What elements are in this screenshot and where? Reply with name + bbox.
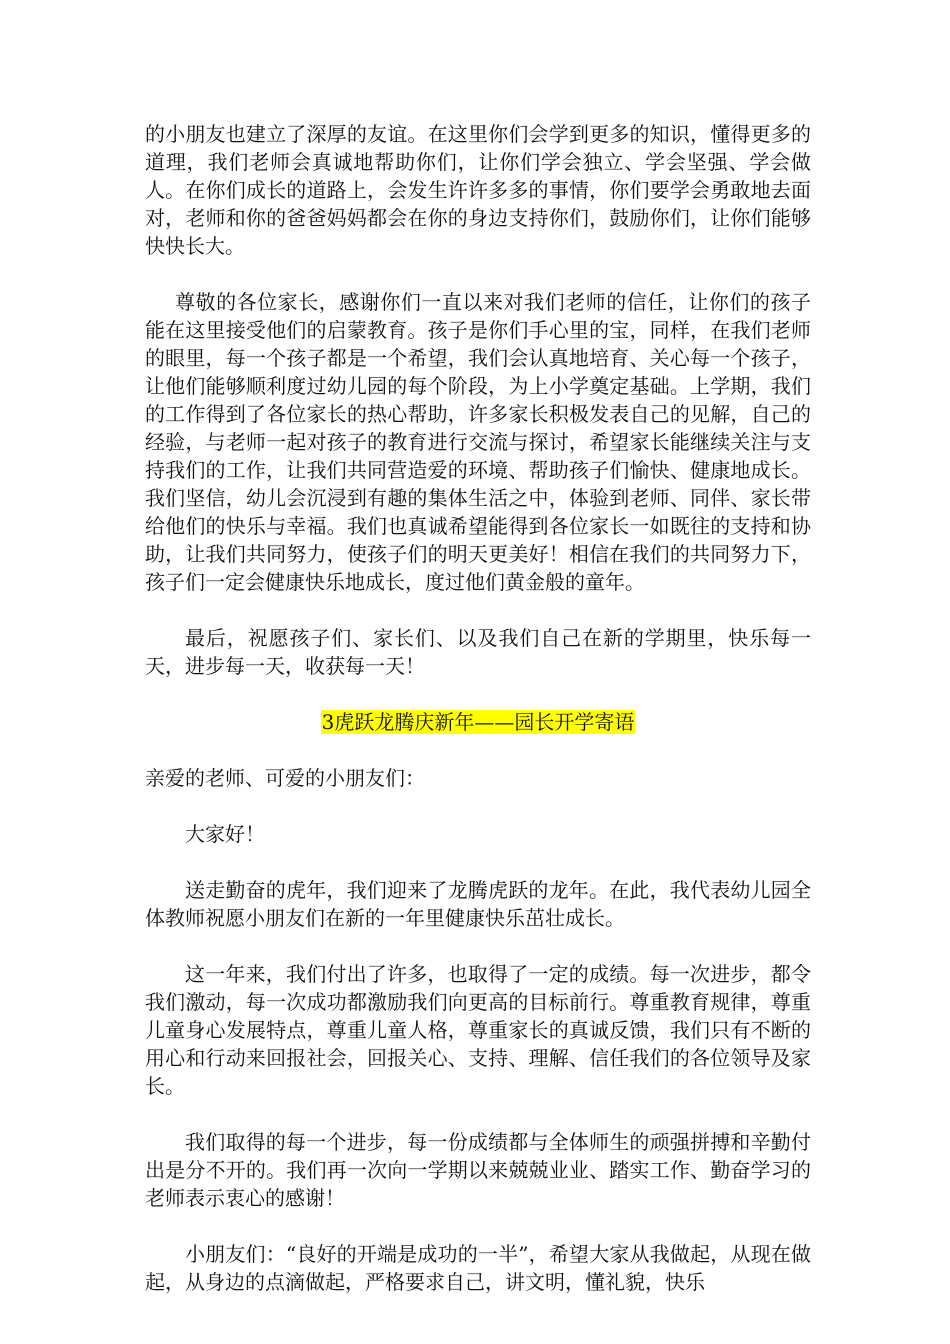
salutation: 亲爱的老师、可爱的小朋友们： bbox=[145, 766, 425, 790]
paragraph-children-advice: 小朋友们：“良好的开端是成功的一半”，希望大家从我做起，从现在做起，从身边的点滴做起，严格要求自己，讲文明，懂礼貌，快乐 bbox=[145, 1242, 811, 1294]
paragraph-closing-wishes: 最后，祝愿孩子们、家长们、以及我们自己在新的学期里，快乐每一天，进步每一天，收获每一天！ bbox=[145, 626, 811, 678]
paragraph-children-friendship: 的小朋友也建立了深厚的友谊。在这里你们会学到更多的知识，懂得更多的道理，我们老师会真诚地帮助你们，让你们学会独立、学会坚强、学会做人。在你们成长的道路上，会发生许许多多的事情，你们要学会勇敢地去面对，老师和你的爸爸妈妈都会在你的身边支持你们，鼓励你们，让你们能够快快长大。 bbox=[145, 122, 811, 258]
paragraph-new-year: 送走勤奋的虎年，我们迎来了龙腾虎跃的龙年。在此，我代表幼儿园全体教师祝愿小朋友们在新的一年里健康快乐茁壮成长。 bbox=[145, 878, 811, 930]
paragraph-parents-thanks: 尊敬的各位家长，感谢你们一直以来对我们老师的信任，让你们的孩子能在这里接受他们的启蒙教育。孩子是你们手心里的宝，同样，在我们老师的眼里，每一个孩子都是一个希望，我们会认真地培育、关心每一个孩子，让他们能够顺利度过幼儿园的每个阶段，为上小学奠定基础。上学期，我们的工作得到了各位家长的热心帮助，许多家长积极发表自己的见解，自己的经验，与老师一起对孩子的教育进行交流与探讨，希望家长能继续关注与支持我们的工作，让我们共同营造爱的环境、帮助孩子们愉快、健康地成长。我们坚信，幼儿会沉浸到有趣的集体生活之中，体验到老师、同伴、家长带给他们的快乐与幸福。我们也真诚希望能得到各位家长一如既往的支持和协助，让我们共同努力，使孩子们的明天更美好！相信在我们的共同努力下，孩子们一定会健康快乐地成长，度过他们黄金般的童年。 bbox=[145, 290, 811, 594]
section-heading-wrap bbox=[145, 708, 811, 736]
paragraph-gratitude: 我们取得的每一个进步，每一份成绩都与全体师生的顽强拼搏和辛勤付出是分不开的。我们再一次向一学期以来兢兢业业、踏实工作、勤奋学习的老师表示衷心的感谢！ bbox=[145, 1130, 811, 1210]
paragraph-achievements: 这一年来，我们付出了许多，也取得了一定的成绩。每一次进步，都令我们激动，每一次成功都激励我们向更高的目标前行。尊重教育规律，尊重儿童身心发展特点，尊重儿童人格，尊重家长的真诚反馈，我们只有不断的用心和行动来回报社会，回报关心、支持、理解、信任我们的各位领导及家长。 bbox=[145, 962, 811, 1098]
greeting: 大家好！ bbox=[185, 822, 265, 846]
document-page bbox=[145, 120, 811, 1296]
section-heading: 3虎跃龙腾庆新年——园长开学寄语 bbox=[321, 710, 635, 734]
